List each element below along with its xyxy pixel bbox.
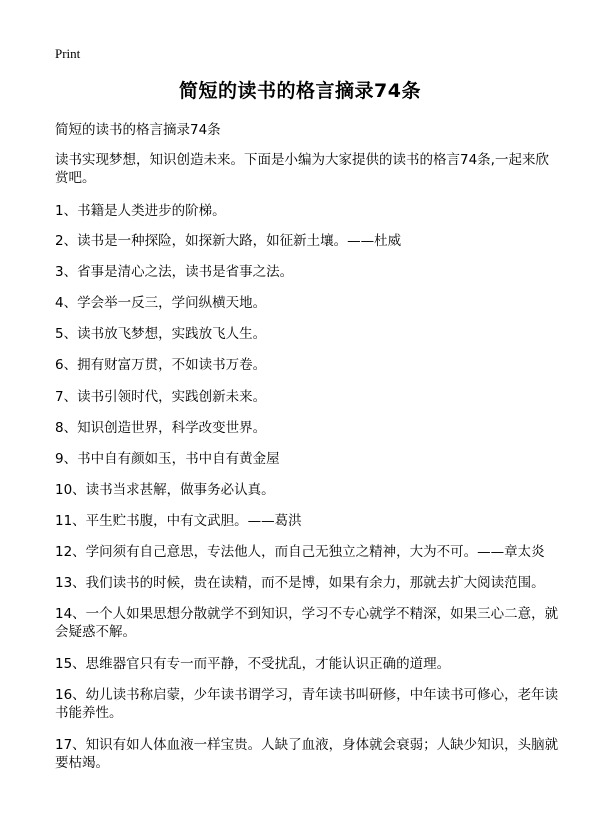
- quote-item: 14、一个人如果思想分散就学不到知识，学习不专心就学不精深，如果三心二意，就会疑惑不解。: [55, 606, 559, 640]
- quote-item: 10、读书当求甚解，做事务必认真。: [55, 482, 275, 498]
- quote-item: 5、读书放飞梦想，实践放飞人生。: [55, 326, 267, 342]
- print-label: Print: [55, 46, 81, 61]
- quote-item: 15、思维器官只有专一而平静，不受扰乱，才能认识正确的道理。: [55, 656, 451, 672]
- document-title: 简短的读书的格言摘录74条: [179, 80, 421, 102]
- intro-paragraph: 读书实现梦想，知识创造未来。下面是小编为大家提供的读书的格言74条,一起来欣赏吧。: [55, 152, 549, 186]
- quote-item: 13、我们读书的时候，贵在读精，而不是博，如果有余力，那就去扩大阅读范围。: [55, 575, 545, 591]
- quote-item: 17、知识有如人体血液一样宝贵。人缺了血液，身体就会衰弱；人缺少知识，头脑就要枯竭。: [55, 737, 559, 771]
- quote-item: 3、省事是清心之法，读书是省事之法。: [55, 264, 294, 280]
- quote-item: 9、书中自有颜如玉，书中自有黄金屋: [55, 451, 280, 467]
- quote-item: 8、知识创造世界，科学改变世界。: [55, 420, 267, 436]
- quote-item: 6、拥有财富万贯，不如读书万卷。: [55, 357, 267, 373]
- quote-item: 7、读书引领时代，实践创新未来。: [55, 389, 267, 405]
- quote-item: 1、书籍是人类进步的阶梯。: [55, 203, 226, 219]
- quote-item: 2、读书是一种探险，如探新大路，如征新土壤。——杜威: [55, 233, 402, 249]
- quote-item: 4、学会举一反三，学问纵横天地。: [55, 295, 267, 311]
- quote-item: 11、平生贮书腹，中有文武胆。——葛洪: [55, 513, 302, 529]
- quote-item: 16、幼儿读书称启蒙，少年读书谓学习，青年读书叫研修，中年读书可修心，老年读书能养性。: [55, 687, 559, 721]
- quote-item: 12、学问须有自己意思，专法他人，而自己无独立之精神，大为不可。——章太炎: [55, 544, 545, 560]
- document-subtitle: 简短的读书的格言摘录74条: [55, 122, 221, 138]
